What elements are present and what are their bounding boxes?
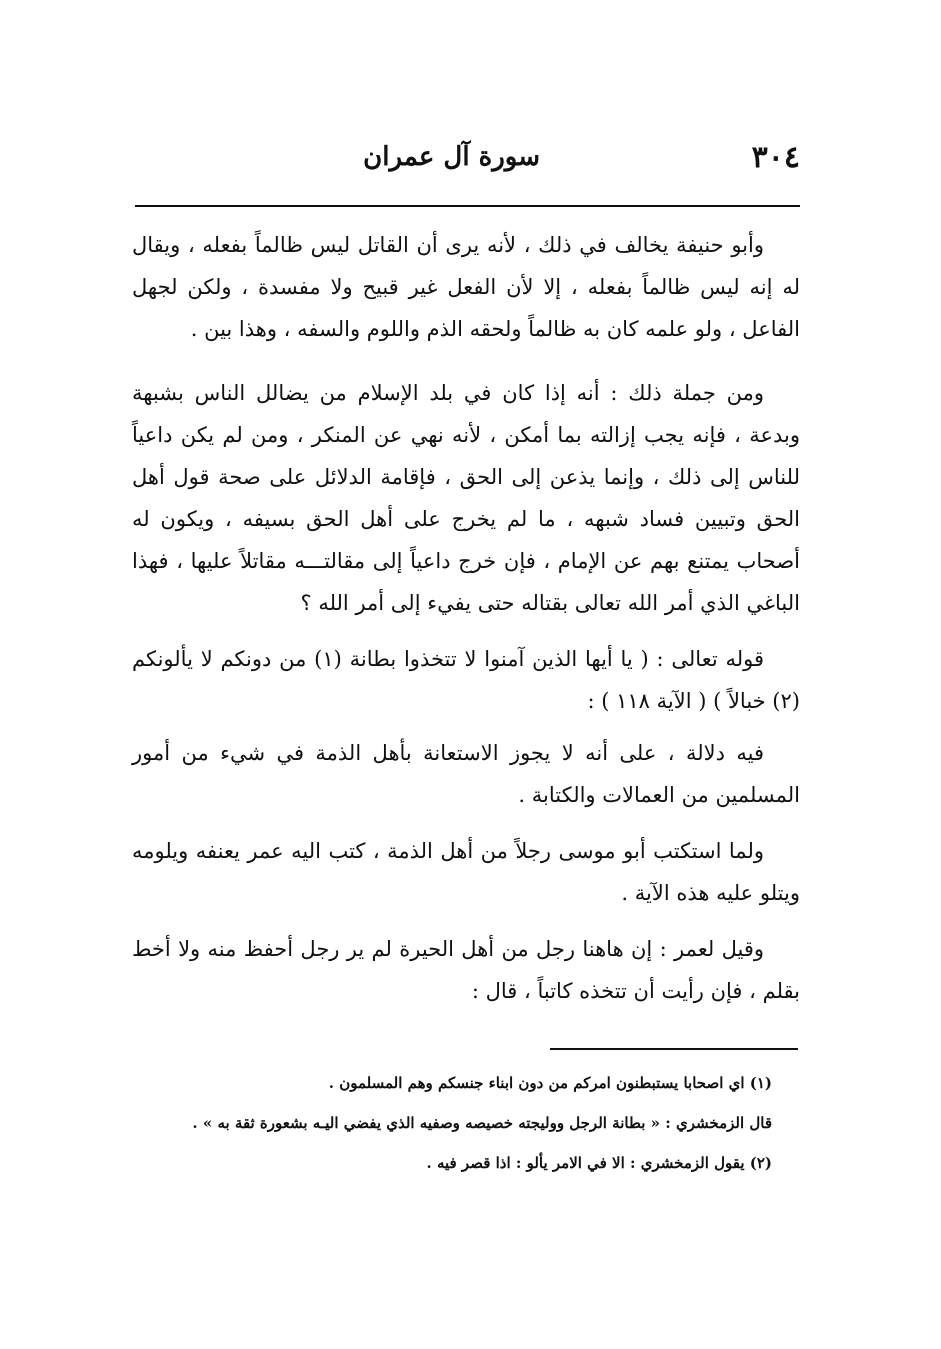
quran-verse-paragraph: قوله تعالى : ( يا أيها الذين آمنوا لا تتخذوا بطانة (١) من دونكم لا يألونكم (٢) خبالاً ) ( الآية ١١٨ ) : xyxy=(132,647,800,713)
footnote-divider xyxy=(550,1048,798,1050)
page-header xyxy=(135,140,800,190)
paragraph: ولما استكتب أبو موسى رجلاً من أهل الذمة ، كتب اليه عمر يعنفه ويلومه ويتلو عليه هذه الآية . xyxy=(132,839,800,905)
paragraph: وأبو حنيفة يخالف في ذلك ، لأنه يرى أن القاتل ليس ظالماً بفعله ، ويقال له إنه ليس ظالماً بفعله ، إلا لأن الفعل غير قبيح ولا مفسدة ، ولكن لجهل الفاعل ، ولو علمه كان به ظالماً ولحقه الذم واللوم والسفه ، وهذا بين . xyxy=(132,233,800,341)
paragraph: وقيل لعمر : إن هاهنا رجل من أهل الحيرة لم ير رجل أحفظ منه ولا أخط بقلم ، فإن رأيت أن تتخذه كاتباً ، قال : xyxy=(132,937,800,1003)
paragraph: ومن جملة ذلك : أنه إذا كان في بلد الإسلام من يضالل الناس بشبهة وبدعة ، فإنه يجب إزالته بما أمكن ، لأنه نهي عن المنكر ، ومن لم يكن داعياً للناس إلى ذلك ، وإنما يذعن إلى الحق ، فإقامة الدلائل على صحة قول أهل الحق وتبيين فساد شبهه ، ما لم يخرج على أهل الحق بسيفه ، ويكون له أصحاب يمتنع بهم عن الإمام ، فإن خرج داعياً إلى مقالتـــه مقاتلاً عليها ، فهذا الباغي الذي أمر الله تعالى بقتاله حتى يفيء إلى أمر الله ؟ xyxy=(132,381,800,615)
page-number: ٣٠٤ xyxy=(751,140,800,175)
header-divider xyxy=(135,205,800,207)
running-title: سورة آل عمران xyxy=(363,142,540,172)
body-text xyxy=(132,224,800,1026)
footnote: (٢) يقول الزمخشري : الا في الامر يألو : اذا قصر فيه . xyxy=(426,1154,772,1172)
paragraph: فيه دلالة ، على أنه لا يجوز الاستعانة بأهل الذمة في شيء من أمور المسلمين من العمالات والكتابة . xyxy=(132,741,800,807)
footnotes xyxy=(132,1066,800,1186)
footnote: (١) اي اصحابا يستبطنون امركم من دون ابناء جنسكم وهم المسلمون . xyxy=(328,1074,772,1092)
footnote: قال الزمخشري : « بطانة الرجل ووليجته خصيصه وصفيه الذي يفضي اليـه بشعورة ثقة به » . xyxy=(192,1114,772,1132)
